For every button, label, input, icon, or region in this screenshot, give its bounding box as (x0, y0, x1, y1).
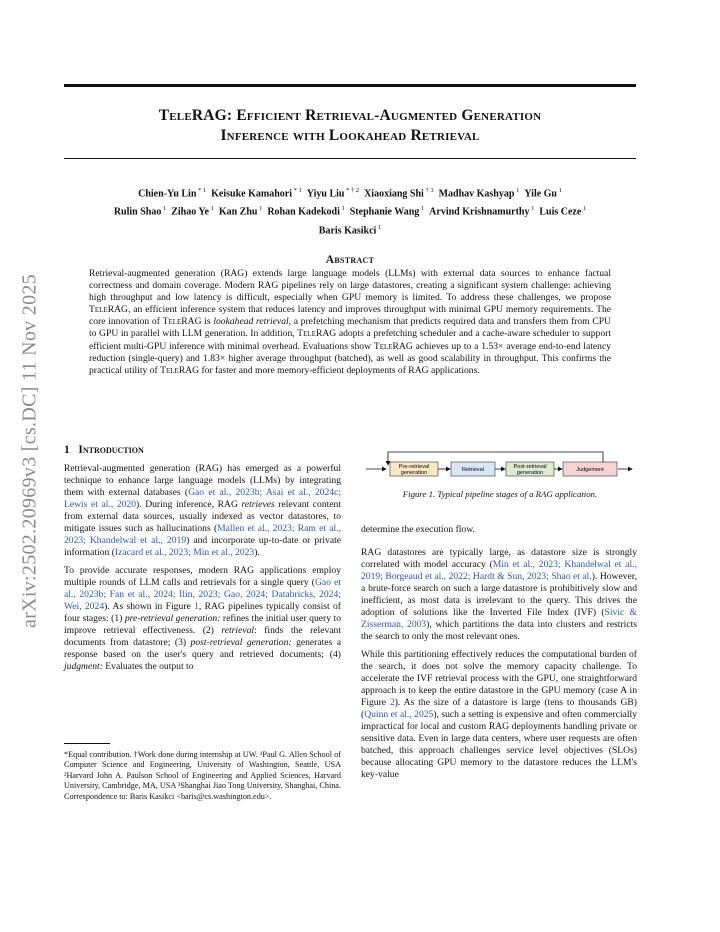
author-name: Stephanie Wang (349, 206, 420, 218)
abstract-emphasis: lookahead retrieval (213, 316, 289, 328)
abstract-text: achieves up to a 1.53× average end-to-end latency reduction (single-query) and 1.83× higher average throughput (batched), as well as good scalability in throughput. This confirms the practical utility of (89, 340, 611, 376)
abstract-body (89, 268, 611, 377)
paper-title-line-1: TeleRAG: Efficient Retrieval-Augmented Generation (158, 107, 542, 124)
pipeline-stage-label: Pre-retrieval (398, 464, 430, 471)
author-line-1 (64, 183, 636, 201)
figure-1-caption (364, 489, 636, 499)
author-name: Chien-Yu Lin (138, 188, 197, 200)
paper-title-line-2: Inference with Lookahead Retrieval (220, 127, 480, 144)
affiliation-marker: * 1 (196, 187, 207, 194)
top-rule-thick (64, 84, 636, 87)
right-column (361, 524, 637, 787)
paper-title (64, 106, 636, 146)
paragraph: To provide accurate responses, modern RAG applications employ multiple rounds of LLM calls and retrievals for a single query (Gao et al., 2023b; Fan et al., 2024; Ilin, 2023; Gao, 2024; Databricks, 2024; Wei, 2024). As shown in Figure 1, RAG pipelines typically consist of four stages: (1) pre-retrieval generation: refines the initial user query to improve retrieval effectiveness. (2) retrieval: finds the relevant documents from datastore; (3) post-retrieval generation: generates a response based on the user's query and retrieved documents; (4) judgment: Evaluates the output to (64, 565, 342, 672)
affiliation-marker: 1 (257, 205, 263, 213)
affiliation-marker: 1 (581, 205, 587, 213)
figure-reference-link[interactable]: 2 (389, 697, 395, 708)
figure-reference-link[interactable]: 1 (194, 601, 199, 612)
title-rule-bottom (64, 158, 636, 159)
paragraph: Retrieval-augmented generation (RAG) has emerged as a powerful technique to enhance large language models (LLMs) by integrating them with external databases (Gao et al., 2023b; Asai et al., 2024c; Lewis et al., 2020). During inference, RAG retrieves relevant content from external data sources, usually indexed as vector datastores, to mitigate issues such as hallucinations (Mallen et al., 2023; Ram et al., 2023; Khandelwal et al., 2019) and incorporate up-to-date or private information (Izacard et al., 2023; Min et al., 2023). (64, 463, 341, 558)
paragraph: determine the execution flow. (361, 524, 475, 535)
affiliation-marker: 1 (161, 205, 167, 213)
author-name: Baris Kasikci (318, 224, 377, 236)
system-name: TeleRAG (160, 364, 200, 376)
pipeline-stage-label: Judgement (576, 467, 604, 473)
system-name: TeleRAG (162, 316, 202, 328)
abstract-text: , an efficient inference system that reduces latency and improves throughput with minimal GPU memory requirements. The core innovation of (89, 304, 611, 328)
author-name: Rulin Shao (113, 206, 162, 218)
author-name: Madhav Kashyap (438, 188, 515, 200)
author-list (64, 183, 636, 238)
figure-1-pipeline-diagram (364, 450, 636, 480)
affiliation-marker: 1 (419, 205, 425, 213)
author-name: Xiaoxiang Shi (364, 188, 424, 200)
left-column (64, 463, 341, 679)
author-name: Luis Ceze (539, 206, 582, 218)
section-title: Introduction (78, 444, 144, 456)
citation-link[interactable]: Gao et al., 2023b; Fan et al., 2024; Ilin, 2023; Gao, 2024; Databricks, 2024; Wei, 2024 (64, 577, 341, 612)
abstract-text: adopts a prefetching scheduler and a cache-aware scheduler to support efficient multi-GPU inference with minimal overhead. Evaluations show (89, 328, 611, 352)
affiliation-marker: 1 (514, 187, 520, 194)
affiliation-marker: 1 (339, 205, 345, 213)
author-name: Yile Gu (524, 188, 557, 200)
affiliation-marker: † 3 (423, 187, 434, 194)
pipeline-stage-label: Retrieval (461, 467, 485, 473)
author-name: Keisuke Kamahori (211, 188, 292, 200)
author-name: Kan Zhu (218, 206, 258, 218)
system-name: TeleRAG (373, 340, 413, 352)
section-heading-introduction (64, 444, 144, 456)
pipeline-stage-label: Post-retrieval (513, 464, 547, 471)
arxiv-id-text: arXiv:2502.20969v3 [cs.DC] 11 Nov 2025 (18, 274, 41, 628)
author-line-3 (64, 220, 636, 238)
citation-link[interactable]: Izacard et al., 2023; Min et al., 2023 (114, 547, 255, 558)
pipeline-svg (364, 450, 636, 480)
figure-label: Figure 1. (402, 489, 436, 499)
pipeline-stage-label: generation (400, 470, 428, 476)
citation-link[interactable]: Gao et al., 2023b; Asai et al., 2024c; Lewis et al., 2020 (64, 487, 341, 510)
abstract-text: for faster and more memory-efficient deployments of RAG applications. (199, 364, 480, 376)
author-name: Arvind Krishnamurthy (429, 206, 530, 218)
footnote-rule (64, 743, 110, 744)
abstract-text: is (201, 316, 214, 328)
figure-caption-text: Typical pipeline stages of a RAG application. (435, 489, 598, 499)
citation-link[interactable]: Quinn et al., 2025 (364, 709, 434, 720)
affiliation-marker: 1 (376, 223, 382, 231)
citation-link[interactable]: Mallen et al., 2023; Ram et al., 2023; Khandelwal et al., 2019 (64, 523, 341, 546)
citation-link[interactable]: Sivic & Zisserman, 2003 (361, 607, 637, 630)
arxiv-identifier-stamp (12, 262, 48, 640)
affiliation-marker: 1 (557, 187, 562, 194)
pipeline-stage-label: generation (516, 470, 544, 476)
author-name: Rohan Kadekodi (267, 206, 340, 218)
author-name: Zihao Ye (171, 206, 209, 218)
author-name: Yiyu Liu (306, 188, 345, 200)
system-name: TeleRAG (297, 328, 337, 340)
section-number: 1 (64, 444, 70, 456)
system-name: TeleRAG (89, 304, 128, 316)
affiliation-marker: * † 2 (344, 187, 360, 194)
author-line-2 (64, 201, 636, 219)
footnote: *Equal contribution. †Work done during internship at UW. ¹Paul G. Allen School of Computer Science and Engineering, University of Washington, Seattle, USA ²Harvard John A. Paulson School of Engineering and Applied Sciences, Harvard University, Cambridge, MA, USA ³Shanghai Jiao Tong University, Shanghai, China. Correspondence to: Baris Kasikci <baris@cs.washington.edu>. (64, 750, 341, 801)
abstract-text: , a prefetching mechanism that predicts required data and transfers them from CPU to GPU in parallel with LLM generation. In addition, (89, 316, 611, 340)
paragraph: RAG datastores are typically large, as datastore size is strongly correlated with model accuracy (Min et al., 2023; Khandelwal et al., 2019; Borgeaud et al., 2022; Hardt & Sun, 2023; Shao et al.). However, a brute-force search on such a large datastore is prohibitively slow and inefficient, as most data is irrelevant to the query. This drives the adoption of solutions like the Inverted File Index (IVF) (Sivic & Zisserman, 2003), which partitions the data into clusters and restricts the search to only the most relevant ones. (361, 547, 638, 642)
paragraph: While this partitioning effectively reduces the computational burden of the search, it does not solve the memory capacity challenge. To accelerate the IVF retrieval process with the GPU, one straightforward approach is to keep the entire datastore in the GPU memory (case A in Figure 2). As the size of a datastore is large (tens to thousands GB) (Quinn et al., 2025), such a setting is expensive and often commercially impractical for local and custom RAG deployments handling private or sensitive data. Even in large data centers, where user requests are often batched, this approach challenges service level objectives (SLOs) because allocating GPU memory to the datastore reduces the LLM's key-value (361, 649, 637, 780)
abstract-heading: Abstract (325, 254, 375, 266)
citation-link[interactable]: Min et al., 2023; Khandelwal et al., 2019; Borgeaud et al., 2022; Hardt & Sun, 2023; Shao et al. (361, 559, 637, 582)
affiliation-marker: 1 (208, 205, 214, 213)
affiliation-marker: * 1 (292, 187, 302, 194)
abstract-text: Retrieval-augmented generation (RAG) extends large language models (LLMs) with external data sources to enhance factual correctness and domain coverage. Modern RAG pipelines rely on large datastores, creating a significant system challenge: achieving high throughput and low latency is difficult, especially when GPU memory is limited. To address these challenges, we propose (89, 268, 611, 304)
affiliation-marker: 1 (529, 205, 535, 213)
